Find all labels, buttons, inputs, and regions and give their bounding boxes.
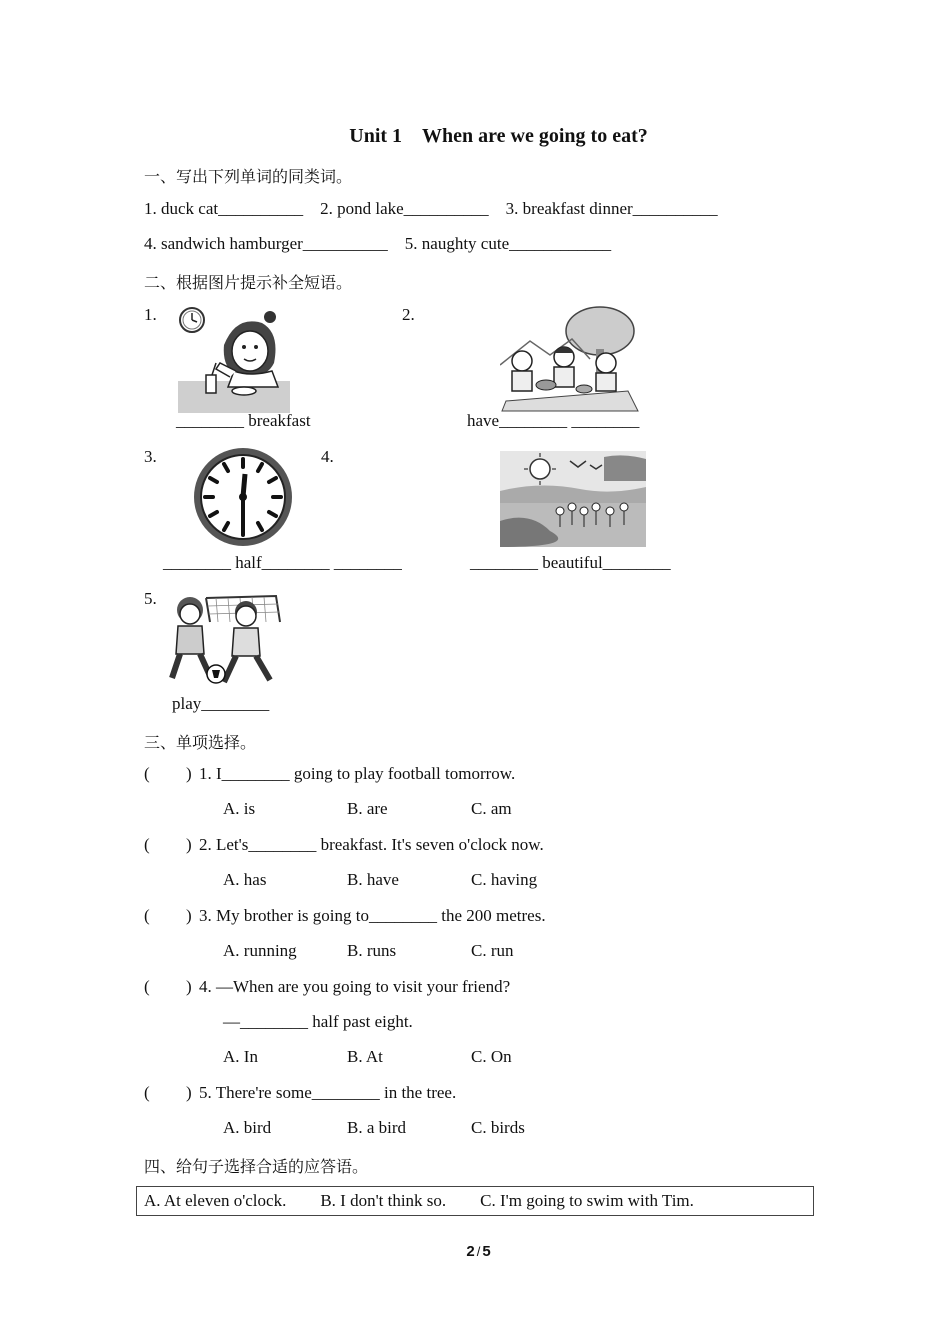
question-4-text: 4. —When are you going to visit your friend? — [199, 977, 511, 996]
option-b: B. have — [347, 870, 399, 889]
item5-phrase: play________ — [172, 694, 270, 713]
picnic-scene-icon — [500, 305, 640, 413]
total-pages: 5 — [482, 1243, 491, 1260]
girl-eating-breakfast-icon — [176, 305, 292, 413]
item2-phrase: have________ ________ — [467, 411, 640, 430]
option-b: B. At — [347, 1047, 383, 1066]
item-number: 1. — [144, 305, 157, 324]
option-c: C. birds — [471, 1118, 525, 1137]
option-c: C. run — [471, 941, 514, 960]
answer-bracket-open: ( — [144, 835, 150, 854]
option-b: B. a bird — [347, 1118, 407, 1137]
answer-bracket-open: ( — [144, 906, 150, 925]
section1-line1: 1. duck cat__________ 2. pond lake__________ 3. breakfast dinner__________ — [144, 199, 718, 218]
question-3-text: 3. My brother is going to________ the 200 metres. — [199, 906, 546, 925]
option-a: A. In — [223, 1047, 258, 1066]
item4-phrase: ________ beautiful________ — [470, 553, 671, 572]
section1-heading: 一、写出下列单词的同类词。 — [144, 167, 353, 186]
option-c: C. On — [471, 1047, 512, 1066]
page-separator: / — [476, 1244, 481, 1259]
current-page: 2 — [466, 1243, 475, 1260]
answer-bracket-open: ( — [144, 977, 150, 996]
option-c: C. having — [471, 870, 538, 889]
item-number: 4. — [321, 447, 334, 466]
option-a: A. running — [223, 941, 297, 960]
answer-bracket-close: ) — [186, 835, 192, 854]
question-5-text: 5. There're some________ in the tree. — [199, 1083, 457, 1102]
answer-bracket-close: ) — [186, 906, 192, 925]
section4-heading: 四、给句子选择合适的应答语。 — [144, 1157, 369, 1176]
item3-phrase: ________ half________ ________ — [163, 553, 402, 572]
question-4-subline: —________ half past eight. — [223, 1012, 413, 1031]
option-b: B. are — [347, 799, 388, 818]
answer-bracket-open: ( — [144, 764, 150, 783]
item-number: 2. — [402, 305, 415, 324]
answer-bracket-open: ( — [144, 1083, 150, 1102]
answer-options-text: A. At eleven o'clock. B. I don't think so. C. I'm going to swim with Tim. — [144, 1191, 694, 1210]
item-number: 5. — [144, 589, 157, 608]
option-b: B. runs — [347, 941, 397, 960]
item-number: 3. — [144, 447, 157, 466]
option-c: C. am — [471, 799, 512, 818]
option-a: A. bird — [223, 1118, 272, 1137]
question-2-text: 2. Let's________ breakfast. It's seven o'clock now. — [199, 835, 544, 854]
page-title: Unit 1 When are we going to eat? — [349, 125, 648, 147]
boys-playing-football-icon — [166, 588, 286, 692]
section1-line2: 4. sandwich hamburger__________ 5. naughty cute____________ — [144, 234, 612, 253]
question-1-text: 1. I________ going to play football tomorrow. — [199, 764, 516, 783]
page-number — [0, 1243, 950, 1260]
landscape-scene-icon — [500, 451, 646, 547]
clock-icon — [190, 446, 298, 548]
answer-bracket-close: ) — [186, 764, 192, 783]
answer-bracket-close: ) — [186, 1083, 192, 1102]
section2-heading: 二、根据图片提示补全短语。 — [144, 273, 353, 292]
option-a: A. has — [223, 870, 267, 889]
item1-phrase: ________ breakfast — [176, 411, 311, 430]
option-a: A. is — [223, 799, 256, 818]
answer-bracket-close: ) — [186, 977, 192, 996]
section3-heading: 三、单项选择。 — [144, 733, 257, 752]
